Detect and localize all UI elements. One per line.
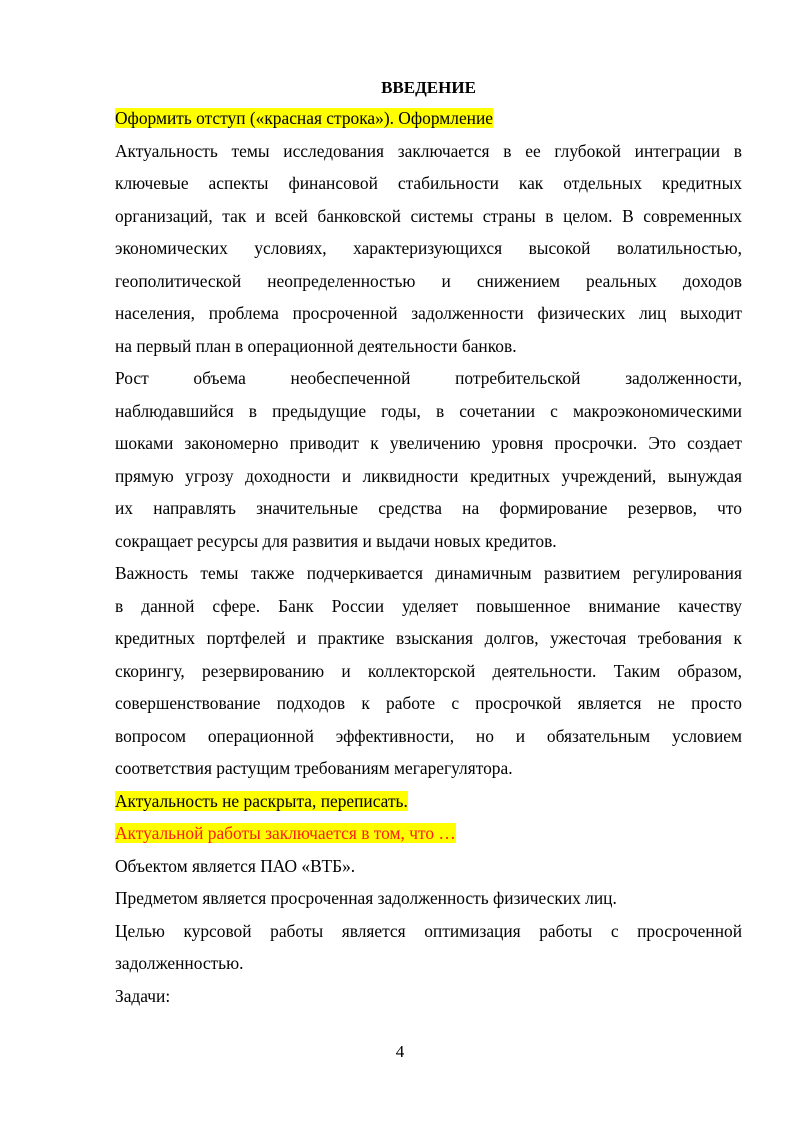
- note-rewrite-line: [115, 785, 742, 818]
- subject-line: Предметом является просроченная задолженность физических лиц.: [115, 888, 617, 908]
- p3-line-5: совершенствование подходов к работе с просрочкой является не просто: [115, 693, 742, 713]
- note-rewrite-highlight: Актуальность не раскрыта, переписать.: [115, 790, 408, 811]
- p1-line-2: ключевые аспекты финансовой стабильности как отдельных кредитных: [115, 173, 742, 193]
- p1-line-7: на первый план в операционной деятельности банков.: [115, 335, 517, 356]
- p2-line-2: наблюдавшийся в предыдущие годы, в сочетании с макроэкономическими: [115, 400, 742, 421]
- p2-line-5: их направлять значительные средства на формирование резервов, что: [115, 498, 742, 518]
- goal-line-1: Целью курсовой работы является оптимизация работы с просроченной: [115, 920, 742, 941]
- object-line: Объектом является ПАО «ВТБ».: [115, 855, 356, 876]
- p2-line-3: шоками закономерно приводит к увеличению уровня просрочки. Это создает: [115, 433, 742, 453]
- p2-line-1: Рост объема необеспеченной потребительской задолженности,: [115, 368, 742, 388]
- p3-line-1: Важность темы также подчеркивается динамичным развитием регулирования: [115, 563, 742, 583]
- p1-line-3: организаций, так и всей банковской системы страны в целом. В современных: [115, 205, 742, 226]
- goal-line-2: задолженностью.: [115, 953, 244, 973]
- p1-line-5: геополитической неопределенностью и снижением реальных доходов: [115, 270, 742, 291]
- note-template-highlight: Актуальной работы заключается в том, что …: [115, 823, 456, 843]
- p1-line-6: населения, проблема просроченной задолженности физических лиц выходит: [115, 303, 742, 323]
- p3-line-2: в данной сфере. Банк России уделяет повышенное внимание качеству: [115, 595, 742, 616]
- p3-line-6: вопросом операционной эффективности, но и обязательным условием: [115, 725, 742, 746]
- note-template-line: [115, 817, 742, 850]
- page-content: [115, 74, 742, 1012]
- page-number: 4: [395, 1042, 405, 1061]
- p2-line-6: сокращает ресурсы для развития и выдачи новых кредитов.: [115, 530, 557, 551]
- p1-line-4: экономических условиях, характеризующихся высокой волатильностью,: [115, 238, 742, 258]
- p3-line-7: соответствия растущим требованиям мегарегулятора.: [115, 758, 513, 778]
- note-format-highlight: Оформить отступ («красная строка»). Оформление: [115, 108, 493, 128]
- p3-line-4: скорингу, резервированию и коллекторской деятельности. Таким образом,: [115, 660, 742, 681]
- p1-line-1: Актуальность темы исследования заключается в ее глубокой интеграции в: [115, 140, 742, 161]
- p2-line-4: прямую угрозу доходности и ликвидности кредитных учреждений, вынуждая: [115, 465, 742, 486]
- p3-line-3: кредитных портфелей и практике взыскания долгов, ужесточая требования к: [115, 628, 742, 648]
- note-format-line: [115, 102, 742, 135]
- section-title: ВВЕДЕНИЕ: [381, 78, 476, 97]
- tasks-line: Задачи:: [115, 985, 171, 1006]
